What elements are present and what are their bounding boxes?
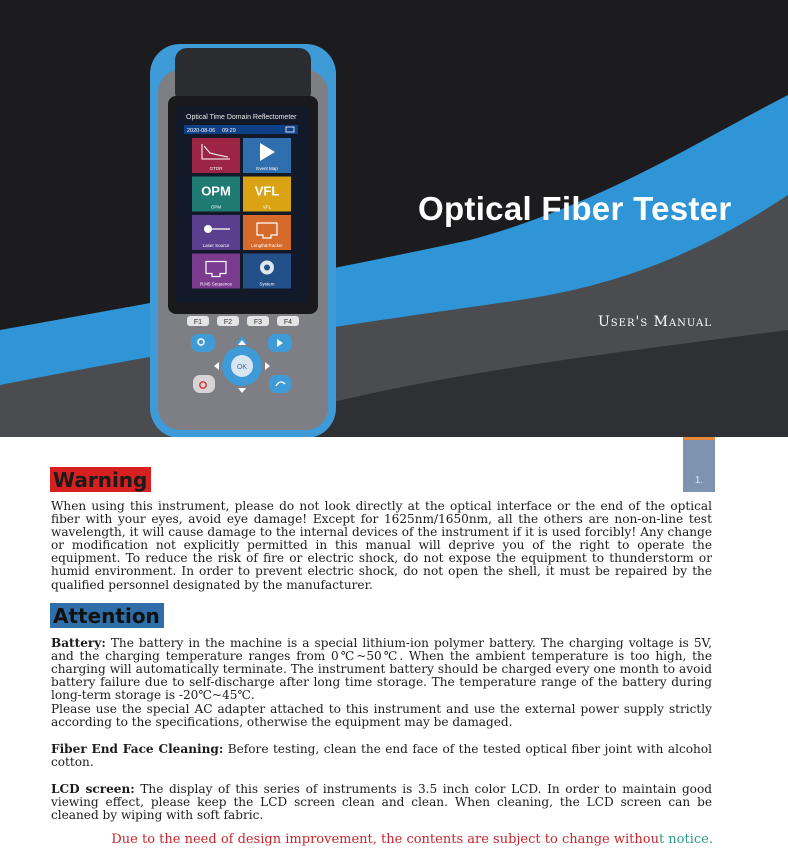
gear-icon <box>260 261 274 275</box>
screen-tile-label: System <box>259 281 275 287</box>
page-tab-accent <box>683 437 715 440</box>
vfl-text-icon: VFL <box>254 183 280 199</box>
screen-tile-label: Length&Tracker <box>251 243 283 248</box>
attention-heading: Attention <box>50 603 164 628</box>
function-key-f4[interactable] <box>277 316 299 326</box>
ok-label: OK <box>236 364 248 371</box>
screen-date: 2020-08-06 <box>187 128 216 134</box>
lcd-text: The display of this series of instruments is 3.5 inch color LCD. In order to maintain good viewing effect, please keep the LCD screen clean and clean. When cleaning, the LCD screen can be cleaned by wiping with soft fabric. <box>51 782 712 823</box>
back-button[interactable] <box>269 375 291 393</box>
screen-title: Optical Time Domain Reflectometer <box>186 114 297 121</box>
screen-tile-label: RJ45 Sequence <box>199 281 233 287</box>
function-key-label: F2 <box>223 319 233 326</box>
manual-subtitle: User's Manual <box>598 314 712 330</box>
footer-notice-red: Due to the need of design improvement, the contents are subject to change withou <box>111 832 659 847</box>
page-number: 1. <box>694 475 704 486</box>
battery-label: Battery: <box>51 636 106 650</box>
screen-tile-label: Laser Source <box>202 243 230 248</box>
battery-text: The battery in the machine is a special lithium-ion polymer battery. The charging voltage is 5V, and the charging temperature ranges from 0℃~50℃. When the ambient temperature is too high, the charging will automatically terminate. The instrument battery should be charged every one month to avoid battery failure due to self-discharge after long time storage. The temperature range of the battery during long-term storage is -20℃~45℃. <box>51 636 712 703</box>
screen-tile-laser-source[interactable] <box>192 215 240 250</box>
battery-paragraph <box>51 637 712 702</box>
screen-tile-system[interactable] <box>243 254 291 289</box>
function-key-label: F1 <box>193 319 203 326</box>
page-number-tab <box>683 437 715 492</box>
manual-title: Optical Fiber Tester <box>418 190 732 227</box>
tester-device <box>150 44 336 437</box>
screen-tile-rj45-sequence[interactable] <box>192 254 240 289</box>
screen-tile-label: VFL <box>262 204 272 210</box>
footer-notice-teal: t notice. <box>658 832 713 847</box>
function-key-label: F3 <box>253 319 263 326</box>
screen-tile-label: OPM <box>210 204 222 210</box>
function-key-label: F4 <box>283 319 293 326</box>
opm-text-icon: OPM <box>201 183 231 199</box>
function-key-f1[interactable] <box>187 316 209 326</box>
warning-text: When using this instrument, please do not look directly at the optical interface or the end of the optical fiber with your eyes, avoid eye damage! Except for 1625nm/1650nm, all the others are non-on-line test wavelength, it will cause damage to the internal devices of the instrument if it is used forcibly! Any change or modification not explicitly permitted in this manual will deprive you of the right to operate the equipment. To reduce the risk of fire or electric shock, do not expose the equipment to thunderstorm or humid environment. In order to prevent electric shock, do not open the shell, it must be repaired by the qualified personnel designated by the manufacturer. <box>51 499 712 592</box>
screen-tile-label: Event Map <box>256 166 278 171</box>
function-key-f2[interactable] <box>217 316 239 326</box>
screen-tile-label: OTDR <box>209 166 223 171</box>
cleaning-paragraph <box>51 743 712 769</box>
screen-tile-length-tracker[interactable] <box>243 215 291 250</box>
lcd-paragraph <box>51 783 712 822</box>
screen-tile-event-map[interactable] <box>243 138 291 173</box>
screen-tile-vfl[interactable] <box>243 177 291 212</box>
screen-time: 09:29 <box>222 128 236 134</box>
search-button[interactable] <box>191 334 215 352</box>
lcd-label: LCD screen: <box>51 782 135 796</box>
function-key-f3[interactable] <box>247 316 269 326</box>
screen-tile-otdr[interactable] <box>192 138 240 173</box>
warning-heading: Warning <box>50 467 151 492</box>
cleaning-label: Fiber End Face Cleaning: <box>51 742 224 756</box>
adapter-paragraph: Please use the special AC adapter attached to this instrument and use the external power supply strictly according to the specifications, otherwise the equipment may be damaged. <box>51 702 712 730</box>
screen-tile-opm[interactable] <box>192 177 240 212</box>
cleaning-text: Before testing, clean the end face of the tested optical fiber joint with alcohol cotton. <box>51 742 712 770</box>
footer-notice <box>111 832 713 847</box>
power-button[interactable] <box>193 375 215 393</box>
